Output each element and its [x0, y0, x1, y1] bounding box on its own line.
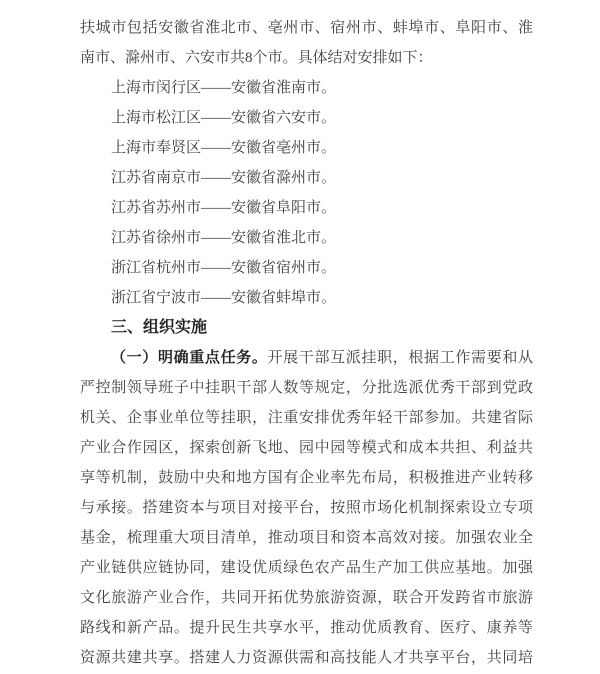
pairing-line-5 [80, 193, 533, 223]
text-segment: 开展干部互派挂职，根据工作需要和从 [267, 350, 533, 366]
pairing-line-8 [80, 283, 533, 313]
text-segment: 资源共建共享。搭建人力资源供需和高技能人才共享平台，共同培 [80, 650, 533, 666]
pairing-line-7 [80, 253, 533, 283]
text-segment: 基金，梳理重大项目清单，推动项目和资本高效对接。加强农业全 [80, 530, 533, 546]
pairing-line-6 [80, 223, 533, 253]
bold-text-segment: 三、组织实施 [111, 319, 208, 336]
section-heading [80, 313, 533, 343]
task-para-line-4 [80, 433, 533, 463]
text-segment: 南市、滁州市、六安市共8个市。具体结对安排如下： [80, 50, 433, 66]
text-segment: 浙江省宁波市——安徽省蚌埠市。 [111, 290, 337, 306]
task-para-line-7 [80, 523, 533, 553]
task-para-line-8 [80, 553, 533, 583]
bold-text-segment: （一）明确重点任务。 [111, 350, 268, 366]
text-segment: 与承接。搭建资本与项目对接平台，按照市场化机制探索设立专项 [80, 500, 533, 516]
intro-line-2 [80, 43, 533, 73]
text-segment: 产业合作园区，探索创新飞地、园中园等模式和成本共担、利益共 [80, 440, 533, 456]
text-segment: 文化旅游产业合作，共同开拓优势旅游资源，联合开发跨省市旅游 [80, 590, 533, 606]
task-para-line-9 [80, 583, 533, 613]
document-body [80, 13, 533, 673]
task-para-line-10 [80, 613, 533, 643]
pairing-line-4 [80, 163, 533, 193]
pairing-line-3 [80, 133, 533, 163]
text-segment: 机关、企事业单位等挂职，注重安排优秀年轻干部参加。共建省际 [80, 410, 533, 426]
text-segment: 上海市奉贤区——安徽省亳州市。 [111, 140, 337, 156]
pairing-line-1 [80, 73, 533, 103]
text-segment: 江苏省南京市——安徽省滁州市。 [111, 170, 337, 186]
text-segment: 浙江省杭州市——安徽省宿州市。 [111, 260, 337, 276]
task-para-line-3 [80, 403, 533, 433]
text-segment: 扶城市包括安徽省淮北市、亳州市、宿州市、蚌埠市、阜阳市、淮 [80, 20, 533, 36]
intro-line-1 [80, 13, 533, 43]
text-segment: 江苏省徐州市——安徽省淮北市。 [111, 230, 337, 246]
task-para-line-5 [80, 463, 533, 493]
task-para-line-6 [80, 493, 533, 523]
text-segment: 江苏省苏州市——安徽省阜阳市。 [111, 200, 337, 216]
text-segment: 上海市松江区——安徽省六安市。 [111, 110, 337, 126]
task-para-line-1 [80, 343, 533, 373]
text-segment: 路线和新产品。提升民生共享水平，推动优质教育、医疗、康养等 [80, 620, 533, 636]
pairing-line-2 [80, 103, 533, 133]
text-segment: 产业链供应链协同，建设优质绿色农产品生产加工供应基地。加强 [80, 560, 533, 576]
text-segment: 上海市闵行区——安徽省淮南市。 [111, 80, 337, 96]
text-segment: 严控制领导班子中挂职干部人数等规定，分批选派优秀干部到党政 [80, 380, 533, 396]
task-para-line-11 [80, 643, 533, 673]
task-para-line-2 [80, 373, 533, 403]
text-segment: 享等机制，鼓励中央和地方国有企业率先布局，积极推进产业转移 [80, 470, 533, 486]
